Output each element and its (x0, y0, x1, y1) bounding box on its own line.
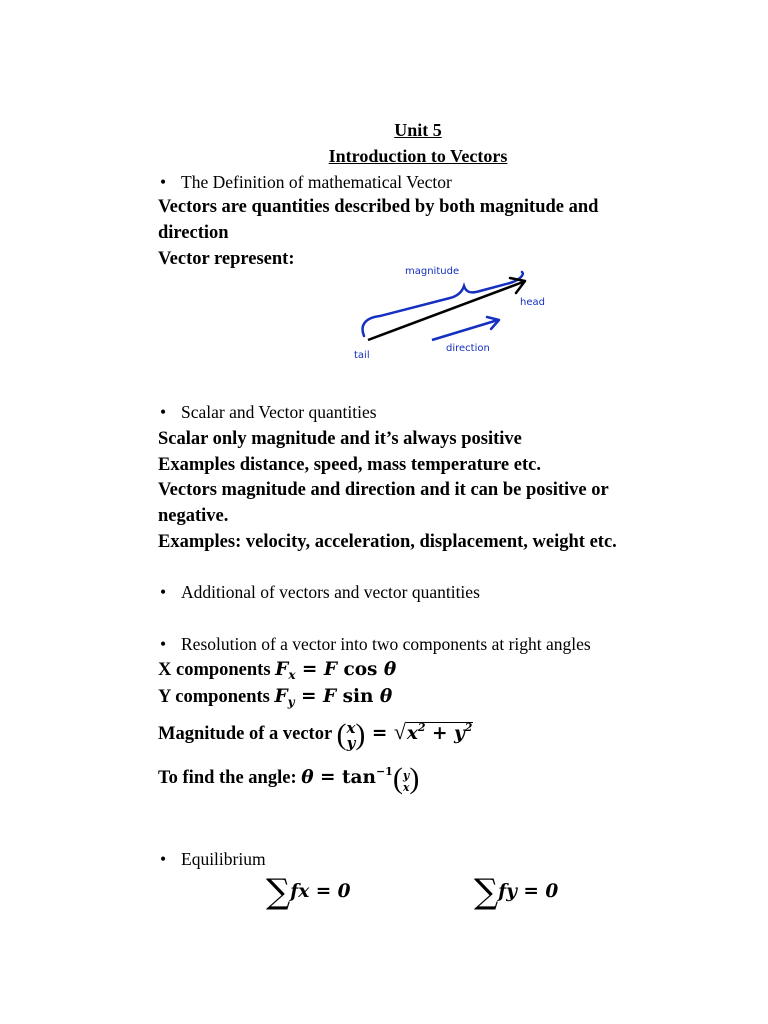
y-component-rhs: = F (294, 686, 343, 707)
x-component-subscript: x (288, 668, 296, 682)
left-paren: ( (336, 718, 347, 751)
equilibrium-fy (474, 872, 558, 912)
vector-arrow-shaft (368, 282, 523, 340)
bullet-dot: • (160, 582, 167, 602)
magnitude-label: magnitude (405, 266, 460, 277)
sigma-symbol: ∑ (266, 872, 291, 912)
definition-line-1: Vectors are quantities described by both magnitude and (158, 197, 599, 217)
bullet-dot: • (160, 634, 167, 654)
tan-function: tan (341, 767, 376, 788)
sum-fy-equation: fy = 0 (498, 881, 559, 902)
definition-heading: The Definition of mathematical Vector (181, 172, 452, 192)
resolution-bullet (160, 634, 591, 655)
scalar-vector-heading: Scalar and Vector quantities (181, 402, 377, 422)
definition-bullet (160, 172, 452, 193)
definition-line-2: direction (158, 223, 229, 243)
equilibrium-bullet (160, 849, 266, 870)
magnitude-formula-label: Magnitude of a vector (158, 724, 337, 744)
equilibrium-heading: Equilibrium (181, 849, 266, 869)
y-component-theta: θ (373, 686, 393, 707)
x-component-theta: θ (377, 659, 397, 680)
tail-label: tail (354, 350, 370, 361)
scalar-line-3: Vectors magnitude and direction and it can be positive or (158, 480, 609, 500)
magnitude-brace (363, 272, 523, 336)
x-component-label: X components (158, 660, 276, 680)
direction-arrow-shaft (432, 320, 498, 340)
x-component-symbol: F (275, 659, 289, 680)
radicand-plus-y: + y (425, 723, 465, 744)
radicand-y-exponent: 2 (464, 721, 473, 734)
equilibrium-fx (266, 872, 351, 912)
scalar-line-4: negative. (158, 506, 229, 526)
square-root (394, 719, 474, 745)
head-label: head (520, 297, 545, 308)
direction-label: direction (446, 343, 490, 354)
radical-sign: √ (393, 719, 406, 744)
radicand-x: x (406, 723, 418, 744)
y-component-subscript: y (287, 695, 295, 709)
angle-left-paren: ( (392, 762, 403, 795)
angle-denominator: x (402, 781, 410, 794)
scalar-line-2: Examples distance, speed, mass temperature etc. (158, 455, 541, 475)
sum-fx-equation: fx = 0 (290, 881, 351, 902)
cos-function: cos (343, 659, 378, 680)
y-component-formula (158, 686, 392, 709)
angle-formula-label: To find the angle: (158, 768, 302, 788)
angle-numerator: y (402, 769, 410, 782)
addition-heading: Additional of vectors and vector quantities (181, 582, 480, 602)
column-vector-x: x (346, 719, 356, 737)
inverse-exponent: −1 (375, 765, 393, 778)
radicand (406, 722, 473, 744)
definition-line-3: Vector represent: (158, 249, 295, 269)
vector-diagram (340, 258, 560, 368)
bullet-dot: • (160, 172, 167, 192)
angle-right-paren: ) (409, 762, 420, 795)
unit-heading: Unit 5 (394, 120, 442, 140)
scalar-vector-bullet (160, 402, 377, 423)
angle-formula (158, 762, 419, 796)
angle-theta: θ = (301, 767, 342, 788)
page-title: Introduction to Vectors (328, 146, 508, 166)
bullet-dot: • (160, 402, 167, 422)
addition-bullet (160, 582, 480, 603)
right-paren: ) (355, 718, 366, 751)
magnitude-formula (158, 718, 473, 752)
y-component-label: Y components (158, 687, 275, 707)
x-component-formula (158, 659, 396, 682)
sigma-symbol: ∑ (474, 872, 499, 912)
resolution-heading: Resolution of a vector into two components at right angles (181, 634, 591, 654)
radicand-x-exponent: 2 (417, 721, 426, 734)
column-vector-y: y (346, 734, 356, 752)
y-component-symbol: F (274, 686, 288, 707)
bullet-dot: • (160, 849, 167, 869)
x-component-rhs: = F (295, 659, 344, 680)
scalar-line-1: Scalar only magnitude and it’s always positive (158, 429, 522, 449)
sin-function: sin (342, 686, 374, 707)
magnitude-equals: = (365, 723, 394, 744)
scalar-line-5: Examples: velocity, acceleration, displacement, weight etc. (158, 532, 617, 552)
